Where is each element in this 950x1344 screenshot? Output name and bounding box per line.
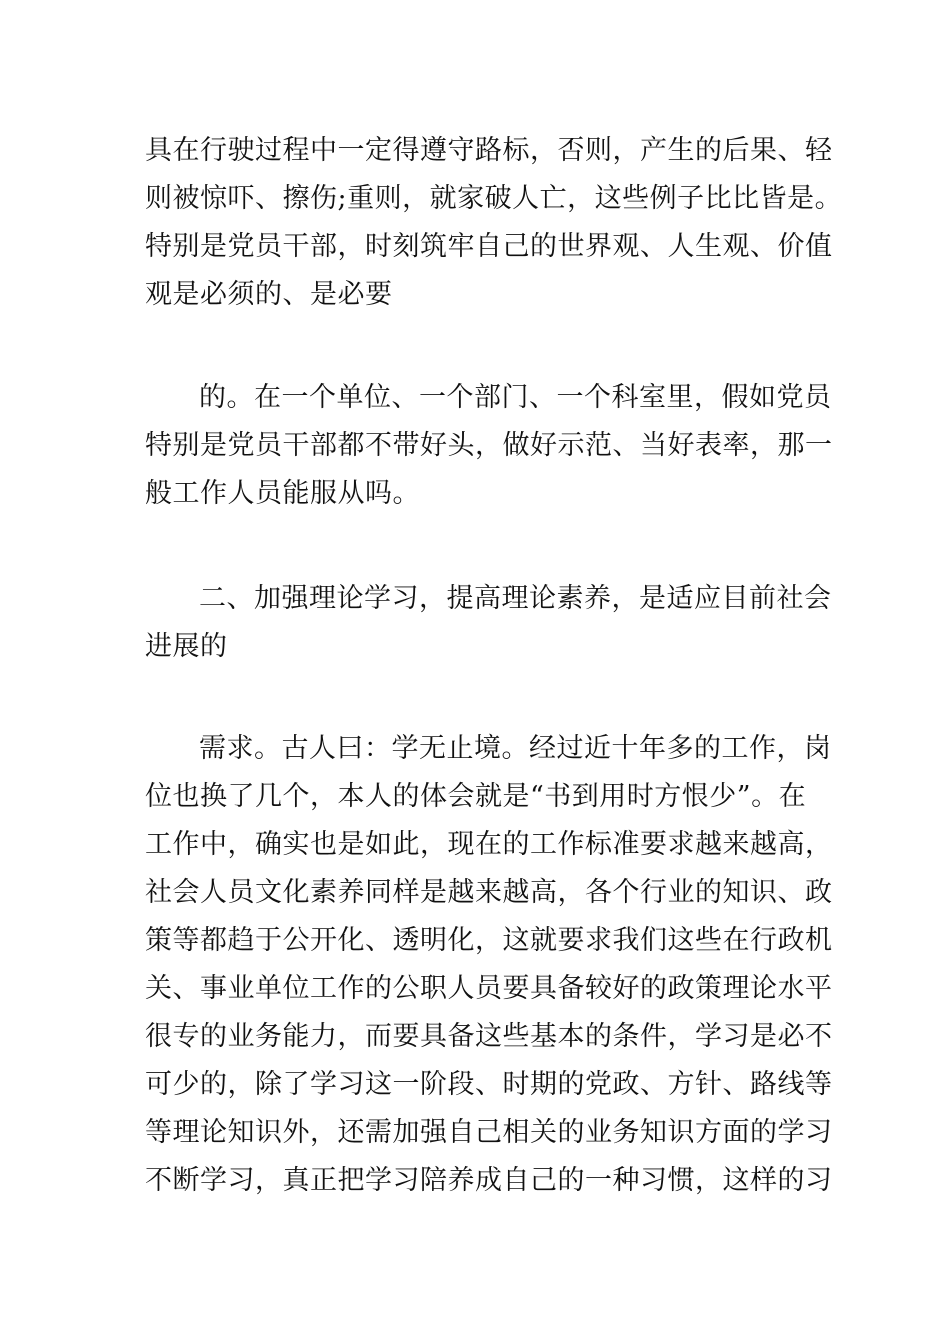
text-line: 般工作人员能服从吗。 bbox=[145, 478, 420, 509]
text-line: 工作中，确实也是如此，现在的工作标准要求越来越高， bbox=[145, 829, 833, 860]
text-line: 特别是党员干部都不带好头，做好示范、当好表率，那一 bbox=[145, 430, 833, 461]
text-line: 社会人员文化素养同样是越来越高，各个行业的知识、政 bbox=[145, 877, 833, 908]
text-line: 的。在一个单位、一个部门、一个科室里，假如党员 bbox=[199, 382, 832, 413]
text-line: 特别是党员干部，时刻筑牢自己的世界观、人生观、价值 bbox=[145, 231, 833, 262]
text-line: 需求。古人曰：学无止境。经过近十年多的工作，岗 bbox=[199, 733, 832, 764]
paragraph-1 bbox=[145, 127, 843, 319]
paragraph-4 bbox=[145, 725, 833, 1205]
text-line: 则被惊吓、擦伤;重则，就家破人亡，这些例子比比皆是。 bbox=[145, 183, 843, 214]
text-line: 等理论知识外，还需加强自己相关的业务知识方面的学习 bbox=[145, 1117, 833, 1148]
paragraph-3 bbox=[145, 575, 832, 671]
paragraph-2 bbox=[145, 374, 833, 518]
text-line: 进展的 bbox=[145, 631, 228, 662]
text-line: 二、加强理论学习，提高理论素养，是适应目前社会 bbox=[199, 583, 832, 614]
text-line: 位也换了几个，本人的体会就是“书到用时方恨少”。在 bbox=[145, 781, 807, 812]
text-line: 很专的业务能力，而要具备这些基本的条件，学习是必不 bbox=[145, 1021, 833, 1052]
text-line: 具在行驶过程中一定得遵守路标，否则，产生的后果、轻 bbox=[145, 135, 833, 166]
text-line: 关、事业单位工作的公职人员要具备较好的政策理论水平 bbox=[145, 973, 833, 1004]
text-line: 观是必须的、是必要 bbox=[145, 279, 393, 310]
text-line: 可少的，除了学习这一阶段、时期的党政、方针、路线等 bbox=[145, 1069, 833, 1100]
text-line: 不断学习，真正把学习陪养成自己的一种习惯，这样的习 bbox=[145, 1165, 833, 1196]
text-line: 策等都趋于公开化、透明化，这就要求我们这些在行政机 bbox=[145, 925, 833, 956]
